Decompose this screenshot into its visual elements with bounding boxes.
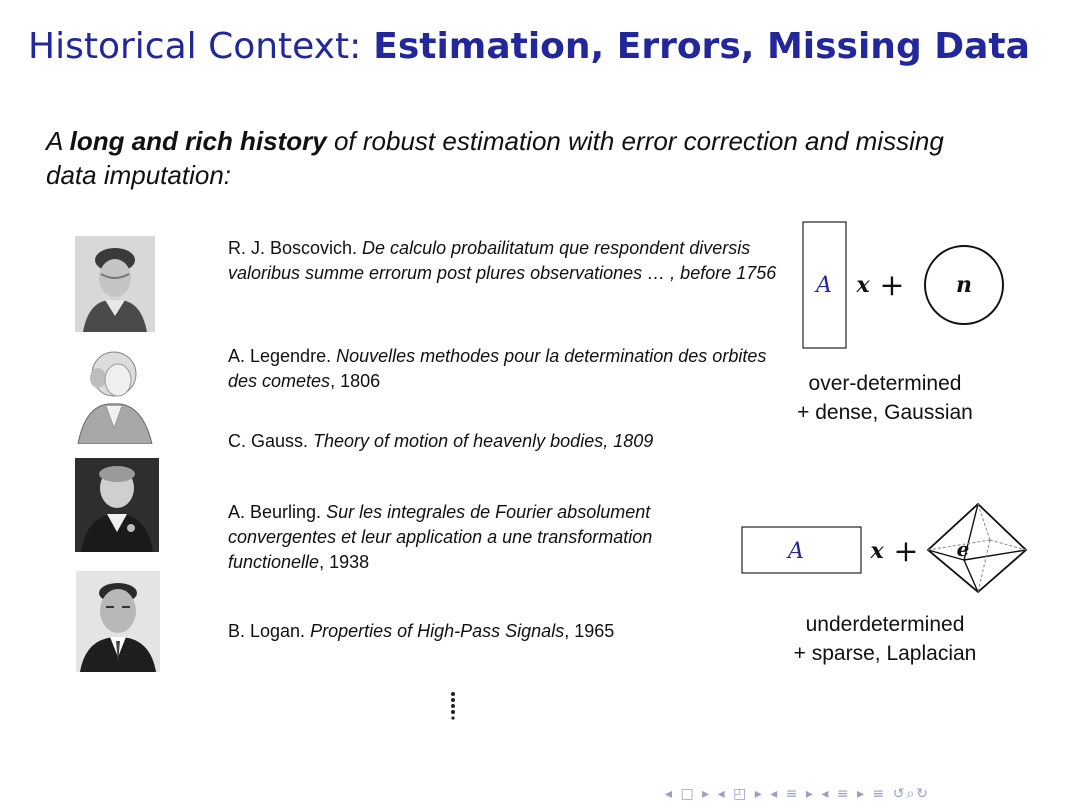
ref-year: , 1938 [319, 552, 370, 572]
portrait-legendre [68, 344, 160, 444]
ref-author: A. Beurling. [228, 502, 327, 522]
ref-author: C. Gauss. [228, 431, 314, 451]
ref-author: R. J. Boscovich. [228, 238, 363, 258]
reference-beurling [228, 500, 728, 575]
reference-logan [228, 619, 728, 644]
beamer-navigation-bar[interactable]: ◂ □ ▸ ◂ ◰ ▸ ◂ ≡ ▸ ◂ ≡ ▸ ≡ ↺⌕↻ [665, 786, 931, 802]
portrait-beurling [76, 571, 160, 672]
noise-label: n [956, 272, 972, 298]
caption-line: + dense, Gaussian [797, 401, 973, 424]
caption-overdetermined [770, 369, 1000, 427]
vector-label: x [870, 538, 884, 564]
cross-polytope-icon [928, 504, 1026, 592]
reference-legendre [228, 344, 788, 394]
ref-title: Nouvelles methodes pour la determination des orbites des cometes [228, 346, 767, 391]
portrait-gauss [75, 236, 155, 332]
plus-sign: + [879, 268, 905, 303]
reference-gauss [228, 429, 788, 454]
portrait-fourier [75, 458, 159, 552]
ref-year: , 1806 [330, 371, 381, 391]
ref-title: Properties of High-Pass Signals [310, 621, 565, 641]
plus-sign: + [893, 534, 919, 569]
ref-author: B. Logan. [228, 621, 311, 641]
ref-author: A. Legendre. [228, 346, 337, 366]
ref-title: Theory of motion of heavenly bodies, 1809 [313, 431, 654, 451]
matrix-label: A [816, 273, 832, 298]
title-bold: Estimation, Errors, Missing Data [373, 26, 1030, 67]
intro-post: of robust estimation with error correction and missing data imputation: [46, 126, 944, 190]
caption-line: over-determined [808, 372, 962, 395]
matrix-label: A [788, 539, 804, 564]
error-label: e [956, 537, 970, 561]
caption-line: + sparse, Laplacian [793, 642, 977, 665]
intro-pre: A [46, 126, 70, 156]
intro-bold: long and rich history [69, 126, 327, 156]
caption-underdetermined [770, 610, 1000, 668]
slide-title [28, 26, 1030, 67]
overdetermined-diagram [795, 216, 1015, 356]
reference-boscovich [228, 236, 788, 286]
ref-title: De calculo probailitatum que respondent diversis valoribus summe errorum post plures observationes … , before 1756 [228, 238, 777, 283]
ref-year: , 1965 [564, 621, 615, 641]
title-plain: Historical Context: [28, 26, 362, 67]
vector-label: x [856, 272, 870, 298]
vertical-ellipsis-icon [448, 690, 458, 720]
ref-title: Sur les integrales de Fourier absolument convergentes et leur application a une transformation functionelle [228, 502, 653, 572]
underdetermined-diagram [738, 500, 1038, 600]
intro-text [46, 124, 986, 192]
caption-line: underdetermined [805, 613, 965, 636]
